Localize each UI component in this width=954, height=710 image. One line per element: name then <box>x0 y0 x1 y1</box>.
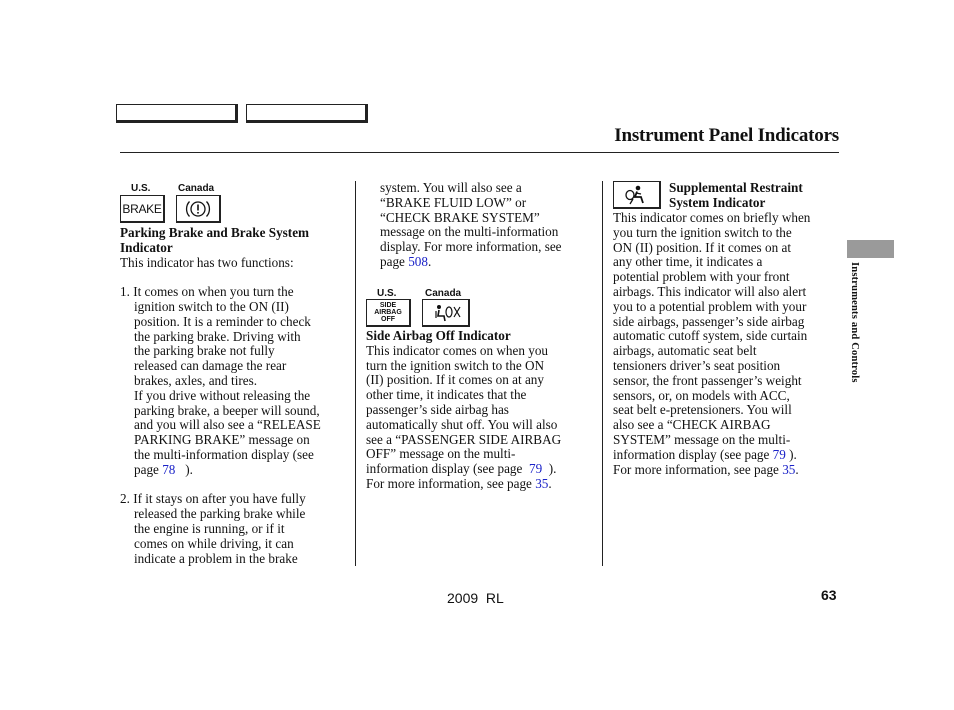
col2-body-line: turn the ignition switch to the ON <box>366 357 545 373</box>
col3-body-line: seat belt e-pretensioners. You will <box>613 402 792 418</box>
col3-body-line: automatic cutoff system, side curtain <box>613 328 808 344</box>
side-airbag-off-canada-icon <box>422 299 470 327</box>
item1-line: the parking brake not fully <box>134 343 275 359</box>
page-number: 63 <box>821 587 837 603</box>
col2-body-line: automatically shut off. You will also <box>366 416 558 432</box>
srs-indicator-icon <box>613 181 661 209</box>
seated-person-airbag-icon <box>622 184 652 206</box>
srs-heading <box>669 181 839 211</box>
item1-line: parking brake, a beeper will sound, <box>134 402 320 418</box>
col2-cont-text <box>380 181 598 270</box>
page-link-79[interactable]: 79 <box>528 461 543 477</box>
item1-page-ref-line: page 78 ). <box>134 461 193 477</box>
side-airbag-off-text: AIRBAG <box>374 309 402 316</box>
col1-text <box>120 226 352 566</box>
col3-body-line: also see a “CHECK AIRBAG <box>613 417 771 433</box>
col2-cont-line: system. You will also see a <box>380 180 522 195</box>
page-link-35[interactable]: 35 <box>535 475 549 491</box>
item2-line: indicate a problem in the brake <box>134 550 298 566</box>
item1-line: position. It is a reminder to check <box>134 313 311 329</box>
item1-line: ignition switch to the ON (II) <box>134 298 289 314</box>
col2-cont-line: “BRAKE FLUID LOW” or <box>380 194 527 210</box>
parking-brake-heading-2: Indicator <box>120 239 173 255</box>
column-divider-1 <box>355 181 356 566</box>
brake-icon-text: BRAKE <box>122 201 162 216</box>
parking-brake-heading-1: Parking Brake and Brake System <box>120 225 310 240</box>
col2-body-line: (II) position. If it comes on at any <box>366 372 544 388</box>
seated-person-airbag-off-icon <box>431 303 461 323</box>
col2-body-line: passenger’s side airbag has <box>366 401 509 417</box>
header-tab-box-1 <box>116 104 238 123</box>
col3-body-line: This indicator comes on briefly when <box>613 210 811 225</box>
col2-body-line: OFF” message on the multi- <box>366 446 516 462</box>
col2-cont-line: display. For more information, see <box>380 239 562 255</box>
col2-cont-ref-line: page 508. <box>380 253 432 269</box>
label-us: U.S. <box>131 183 151 194</box>
side-airbag-off-text: SIDE <box>379 302 397 309</box>
col2-body-line: This indicator comes on when you <box>366 342 549 358</box>
item1-line: 1. It comes on when you turn the <box>120 284 294 300</box>
col2-cont-line: message on the multi-information <box>380 224 559 240</box>
srs-heading-2: System Indicator <box>669 194 766 210</box>
side-airbag-heading: Side Airbag Off Indicator <box>366 328 511 343</box>
label-us-2: U.S. <box>377 288 397 299</box>
col3-body-line: airbags. This indicator will also alert <box>613 283 807 299</box>
label-canada: Canada <box>178 183 215 194</box>
page-link-79-b[interactable]: 79 <box>772 446 786 462</box>
col3-body-line: side airbags, passenger’s side airbag <box>613 313 805 329</box>
col3-body-line: any other time, it indicates a <box>613 254 763 270</box>
header-tab-box-2 <box>246 104 368 123</box>
col3-body-line: ON (II) position. If it comes on at <box>613 239 791 255</box>
page-link-35-b[interactable]: 35 <box>782 461 796 477</box>
item2-line: 2. If it stays on after you have fully <box>120 491 306 507</box>
side-airbag-off-us-icon <box>366 299 411 327</box>
brake-indicator-canada-icon <box>176 195 221 223</box>
label-canada-2: Canada <box>425 288 462 299</box>
footer-model: 2009 RL <box>447 590 504 606</box>
item1-line: and you will also see a “RELEASE <box>134 417 321 433</box>
section-side-tab <box>847 240 894 258</box>
col2-text <box>366 329 598 492</box>
column-divider-2 <box>602 181 603 566</box>
col3-body-line: airbags, automatic seat belt <box>613 343 757 359</box>
item2-line: the engine is running, or if it <box>134 520 285 536</box>
col2-body-line: other time, it indicates that the <box>366 387 527 403</box>
srs-heading-1: Supplemental Restraint <box>669 180 803 195</box>
item1-line: brakes, axles, and tires. <box>134 372 258 388</box>
col3-ref2-line: For more information, see page 35. <box>613 461 799 477</box>
item1-line: the multi-information display (see <box>134 446 314 462</box>
item2-line: comes on while driving, it can <box>134 535 294 551</box>
col3-body-line: sensors, or, on models with ACC, <box>613 387 790 403</box>
item1-line: the parking brake. Driving with <box>134 328 301 344</box>
page-title: Instrument Panel Indicators <box>614 125 839 146</box>
brake-indicator-us-icon <box>120 195 165 223</box>
section-side-label: Instruments and Controls <box>849 262 860 383</box>
header-rule <box>120 152 839 153</box>
col3-body-line: tensioners driver’s seat position <box>613 357 781 373</box>
col2-ref2-line: For more information, see page 35. <box>366 475 552 491</box>
col2-cont-line: “CHECK BRAKE SYSTEM” <box>380 209 540 225</box>
page-link-508[interactable]: 508 <box>408 253 428 269</box>
col3-body-line: SYSTEM” message on the multi- <box>613 431 791 447</box>
col3-body-line: sensor, the front passenger’s weight <box>613 372 802 388</box>
item1-line: PARKING BRAKE” message on <box>134 432 310 448</box>
item1-line: If you drive without releasing the <box>134 387 311 403</box>
col3-ref1-line: information display (see page 79 ). <box>613 446 797 462</box>
col2-body-line: see a “PASSENGER SIDE AIRBAG <box>366 431 562 447</box>
col3-body-line: you turn the ignition switch to the <box>613 224 792 240</box>
col2-ref1-line: information display (see page 79 ). <box>366 461 557 477</box>
col3-body-line: you to a potential problem with your <box>613 298 807 314</box>
intro-text: This indicator has two functions: <box>120 254 294 270</box>
col3-body-line: potential problem with your front <box>613 269 790 285</box>
page-link-78[interactable]: 78 <box>162 461 176 477</box>
brake-circle-exclamation-icon <box>185 198 211 220</box>
item1-line: released can damage the rear <box>134 358 287 374</box>
side-airbag-off-text: OFF <box>381 316 395 323</box>
item2-line: released the parking brake while <box>134 506 306 522</box>
col3-text <box>613 211 843 477</box>
